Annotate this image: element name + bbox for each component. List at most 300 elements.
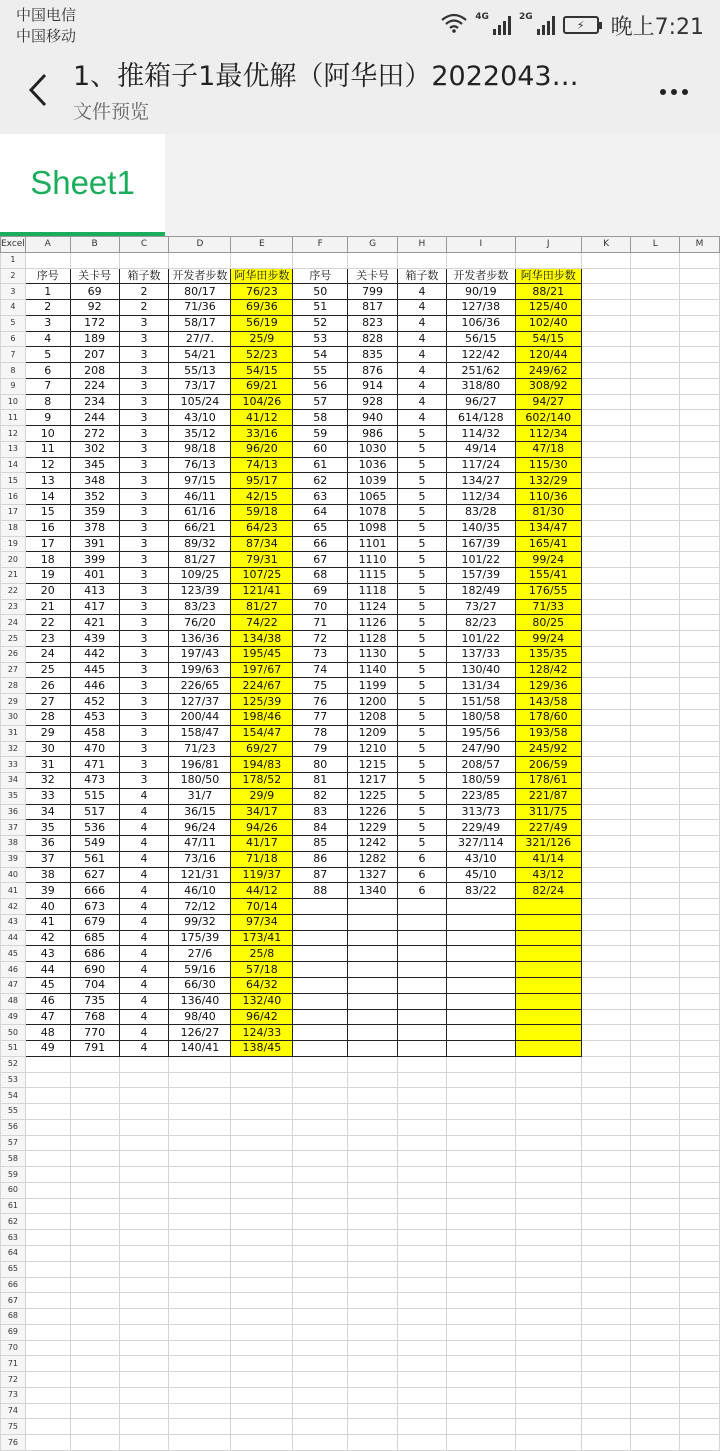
empty-cell[interactable]	[631, 457, 680, 473]
empty-cell[interactable]	[25, 1356, 70, 1372]
empty-cell[interactable]	[581, 1151, 631, 1167]
data-cell[interactable]: 54/21	[169, 347, 231, 363]
data-cell[interactable]	[348, 930, 398, 946]
row-number[interactable]: 35	[1, 788, 26, 804]
data-cell[interactable]: 140/41	[169, 1041, 231, 1057]
row-number[interactable]: 6	[1, 331, 26, 347]
empty-cell[interactable]	[581, 315, 631, 331]
empty-cell[interactable]	[398, 1151, 447, 1167]
data-cell[interactable]: 180/50	[169, 773, 231, 789]
spreadsheet-view[interactable]	[0, 236, 720, 1447]
data-cell[interactable]: 4	[398, 300, 447, 316]
empty-cell[interactable]	[631, 836, 680, 852]
data-cell[interactable]: 87/34	[231, 536, 293, 552]
empty-cell[interactable]	[581, 1309, 631, 1325]
empty-cell[interactable]	[631, 1135, 680, 1151]
data-cell[interactable]: 125/40	[515, 300, 581, 316]
data-cell[interactable]: 69/27	[231, 741, 293, 757]
data-cell[interactable]: 4	[398, 331, 447, 347]
empty-cell[interactable]	[680, 1072, 720, 1088]
data-cell[interactable]: 121/31	[169, 867, 231, 883]
empty-cell[interactable]	[169, 1261, 231, 1277]
empty-cell[interactable]	[680, 473, 720, 489]
empty-cell[interactable]	[119, 1324, 169, 1340]
empty-cell[interactable]	[680, 883, 720, 899]
data-cell[interactable]: 196/81	[169, 757, 231, 773]
empty-cell[interactable]	[680, 615, 720, 631]
data-cell[interactable]: 1215	[348, 757, 398, 773]
empty-cell[interactable]	[680, 268, 720, 284]
column-letter[interactable]: G	[348, 237, 398, 253]
data-cell[interactable]: 515	[70, 788, 119, 804]
empty-cell[interactable]	[515, 1340, 581, 1356]
row-number[interactable]: 17	[1, 505, 26, 521]
empty-cell[interactable]	[581, 977, 631, 993]
empty-cell[interactable]	[581, 1419, 631, 1435]
empty-cell[interactable]	[515, 1088, 581, 1104]
row-number[interactable]: 4	[1, 300, 26, 316]
data-cell[interactable]: 3	[119, 568, 169, 584]
empty-cell[interactable]	[581, 1340, 631, 1356]
empty-cell[interactable]	[119, 1419, 169, 1435]
data-cell[interactable]: 28	[25, 709, 70, 725]
empty-cell[interactable]	[25, 1372, 70, 1388]
empty-cell[interactable]	[680, 1151, 720, 1167]
empty-cell[interactable]	[25, 1072, 70, 1088]
empty-cell[interactable]	[70, 1293, 119, 1309]
row-number[interactable]: 12	[1, 426, 26, 442]
row-number[interactable]: 19	[1, 536, 26, 552]
data-cell[interactable]: 34/17	[231, 804, 293, 820]
data-cell[interactable]: 136/36	[169, 631, 231, 647]
data-cell[interactable]	[398, 993, 447, 1009]
empty-cell[interactable]	[680, 867, 720, 883]
data-cell[interactable]: 4	[119, 977, 169, 993]
data-cell[interactable]: 84	[293, 820, 348, 836]
data-cell[interactable]: 121/41	[231, 583, 293, 599]
empty-cell[interactable]	[398, 1261, 447, 1277]
empty-cell[interactable]	[631, 410, 680, 426]
data-cell[interactable]: 229/49	[446, 820, 515, 836]
empty-cell[interactable]	[680, 1025, 720, 1041]
data-cell[interactable]: 6	[398, 851, 447, 867]
data-cell[interactable]: 143/58	[515, 694, 581, 710]
row-number[interactable]: 30	[1, 709, 26, 725]
empty-cell[interactable]	[119, 1135, 169, 1151]
data-cell[interactable]: 194/83	[231, 757, 293, 773]
data-cell[interactable]: 197/43	[169, 646, 231, 662]
data-cell[interactable]: 157/39	[446, 568, 515, 584]
empty-cell[interactable]	[680, 363, 720, 379]
data-cell[interactable]: 85	[293, 836, 348, 852]
empty-cell[interactable]	[398, 1056, 447, 1072]
empty-cell[interactable]	[680, 300, 720, 316]
empty-cell[interactable]	[581, 709, 631, 725]
empty-cell[interactable]	[446, 1419, 515, 1435]
data-cell[interactable]: 182/49	[446, 583, 515, 599]
empty-cell[interactable]	[446, 1372, 515, 1388]
data-cell[interactable]: 1126	[348, 615, 398, 631]
empty-cell[interactable]	[231, 1135, 293, 1151]
data-cell[interactable]: 1209	[348, 725, 398, 741]
data-cell[interactable]: 345	[70, 457, 119, 473]
data-cell[interactable]: 70	[293, 599, 348, 615]
empty-cell[interactable]	[631, 1356, 680, 1372]
empty-cell[interactable]	[631, 1151, 680, 1167]
row-number[interactable]: 49	[1, 1009, 26, 1025]
data-cell[interactable]	[293, 1041, 348, 1057]
row-number[interactable]: 51	[1, 1041, 26, 1057]
empty-cell[interactable]	[631, 284, 680, 300]
data-cell[interactable]: 61	[293, 457, 348, 473]
data-cell[interactable]: 33	[25, 788, 70, 804]
empty-cell[interactable]	[446, 1151, 515, 1167]
data-cell[interactable]: 4	[119, 788, 169, 804]
data-cell[interactable]: 208	[70, 363, 119, 379]
empty-cell[interactable]	[70, 1387, 119, 1403]
data-cell[interactable]: 35/12	[169, 426, 231, 442]
data-cell[interactable]: 173/41	[231, 930, 293, 946]
empty-cell[interactable]	[70, 1340, 119, 1356]
empty-cell[interactable]	[398, 1387, 447, 1403]
data-cell[interactable]: 914	[348, 378, 398, 394]
data-cell[interactable]: 421	[70, 615, 119, 631]
data-cell[interactable]: 54/15	[231, 363, 293, 379]
data-cell[interactable]: 67	[293, 552, 348, 568]
data-cell[interactable]: 71/18	[231, 851, 293, 867]
empty-cell[interactable]	[631, 741, 680, 757]
empty-cell[interactable]	[581, 678, 631, 694]
data-cell[interactable]: 401	[70, 568, 119, 584]
empty-cell[interactable]	[398, 1072, 447, 1088]
row-number[interactable]: 42	[1, 899, 26, 915]
row-number[interactable]: 58	[1, 1151, 26, 1167]
data-cell[interactable]: 89/32	[169, 536, 231, 552]
empty-cell[interactable]	[581, 914, 631, 930]
data-cell[interactable]: 64	[293, 505, 348, 521]
empty-cell[interactable]	[25, 1419, 70, 1435]
empty-cell[interactable]	[581, 851, 631, 867]
data-cell[interactable]: 41/17	[231, 836, 293, 852]
data-cell[interactable]: 3	[119, 599, 169, 615]
empty-cell[interactable]	[631, 678, 680, 694]
empty-cell[interactable]	[25, 1151, 70, 1167]
data-cell[interactable]: 96/20	[231, 441, 293, 457]
empty-cell[interactable]	[293, 252, 348, 268]
empty-cell[interactable]	[293, 1403, 348, 1419]
empty-cell[interactable]	[169, 1419, 231, 1435]
empty-cell[interactable]	[169, 1151, 231, 1167]
data-cell[interactable]: 3	[119, 520, 169, 536]
data-cell[interactable]: 46/10	[169, 883, 231, 899]
data-cell[interactable]: 686	[70, 946, 119, 962]
row-number[interactable]: 48	[1, 993, 26, 1009]
empty-cell[interactable]	[70, 1435, 119, 1451]
empty-cell[interactable]	[515, 1230, 581, 1246]
data-cell[interactable]: 195/45	[231, 646, 293, 662]
empty-cell[interactable]	[231, 1182, 293, 1198]
data-cell[interactable]: 3	[119, 741, 169, 757]
data-cell[interactable]: 1130	[348, 646, 398, 662]
empty-cell[interactable]	[515, 1419, 581, 1435]
data-cell[interactable]: 122/42	[446, 347, 515, 363]
empty-cell[interactable]	[680, 851, 720, 867]
empty-cell[interactable]	[446, 1056, 515, 1072]
empty-cell[interactable]	[631, 1088, 680, 1104]
data-cell[interactable]: 86	[293, 851, 348, 867]
empty-cell[interactable]	[348, 1403, 398, 1419]
data-cell[interactable]	[446, 914, 515, 930]
data-cell[interactable]: 73	[293, 646, 348, 662]
row-number[interactable]: 34	[1, 773, 26, 789]
row-number[interactable]: 3	[1, 284, 26, 300]
column-letter[interactable]: E	[231, 237, 293, 253]
empty-cell[interactable]	[680, 1309, 720, 1325]
data-cell[interactable]: 25	[25, 662, 70, 678]
data-cell[interactable]	[515, 914, 581, 930]
empty-cell[interactable]	[680, 757, 720, 773]
data-cell[interactable]: 9	[25, 410, 70, 426]
empty-cell[interactable]	[631, 725, 680, 741]
data-cell[interactable]: 54	[293, 347, 348, 363]
empty-cell[interactable]	[398, 1104, 447, 1120]
data-cell[interactable]: 109/25	[169, 568, 231, 584]
data-cell[interactable]: 446	[70, 678, 119, 694]
data-cell[interactable]: 399	[70, 552, 119, 568]
data-cell[interactable]: 79/31	[231, 552, 293, 568]
row-number[interactable]: 36	[1, 804, 26, 820]
empty-cell[interactable]	[581, 394, 631, 410]
data-cell[interactable]: 47/18	[515, 441, 581, 457]
data-cell[interactable]: 4	[119, 914, 169, 930]
data-cell[interactable]: 234	[70, 394, 119, 410]
row-number[interactable]: 72	[1, 1372, 26, 1388]
empty-cell[interactable]	[680, 930, 720, 946]
empty-cell[interactable]	[169, 1435, 231, 1451]
empty-cell[interactable]	[515, 1214, 581, 1230]
row-number[interactable]: 27	[1, 662, 26, 678]
empty-cell[interactable]	[581, 347, 631, 363]
data-cell[interactable]: 45	[25, 977, 70, 993]
empty-cell[interactable]	[680, 1198, 720, 1214]
data-cell[interactable]: 4	[119, 883, 169, 899]
empty-cell[interactable]	[348, 1372, 398, 1388]
empty-cell[interactable]	[119, 1261, 169, 1277]
data-cell[interactable]: 72	[293, 631, 348, 647]
empty-cell[interactable]	[631, 1167, 680, 1183]
data-cell[interactable]: 5	[398, 473, 447, 489]
row-number[interactable]: 65	[1, 1261, 26, 1277]
data-cell[interactable]: 81/27	[169, 552, 231, 568]
empty-cell[interactable]	[581, 788, 631, 804]
data-cell[interactable]: 41/12	[231, 410, 293, 426]
data-cell[interactable]: 14	[25, 489, 70, 505]
data-cell[interactable]	[293, 1009, 348, 1025]
data-cell[interactable]: 114/32	[446, 426, 515, 442]
data-cell[interactable]: 64/32	[231, 977, 293, 993]
data-cell[interactable]: 200/44	[169, 709, 231, 725]
empty-cell[interactable]	[348, 1151, 398, 1167]
empty-cell[interactable]	[25, 1056, 70, 1072]
data-cell[interactable]: 5	[398, 615, 447, 631]
empty-cell[interactable]	[581, 1025, 631, 1041]
empty-cell[interactable]	[231, 1167, 293, 1183]
data-cell[interactable]	[446, 899, 515, 915]
empty-cell[interactable]	[25, 1324, 70, 1340]
empty-cell[interactable]	[680, 252, 720, 268]
data-cell[interactable]: 94/27	[515, 394, 581, 410]
empty-cell[interactable]	[70, 1277, 119, 1293]
data-cell[interactable]: 5	[398, 788, 447, 804]
data-cell[interactable]: 125/39	[231, 694, 293, 710]
empty-cell[interactable]	[446, 1246, 515, 1262]
empty-cell[interactable]	[231, 1056, 293, 1072]
empty-cell[interactable]	[231, 1104, 293, 1120]
data-cell[interactable]: 107/25	[231, 568, 293, 584]
empty-cell[interactable]	[581, 426, 631, 442]
empty-cell[interactable]	[631, 252, 680, 268]
empty-cell[interactable]	[581, 962, 631, 978]
empty-cell[interactable]	[25, 1167, 70, 1183]
data-cell[interactable]: 73/16	[169, 851, 231, 867]
data-cell[interactable]: 39	[25, 883, 70, 899]
data-cell[interactable]: 158/47	[169, 725, 231, 741]
empty-cell[interactable]	[515, 1198, 581, 1214]
data-cell[interactable]	[398, 946, 447, 962]
data-cell[interactable]: 4	[119, 836, 169, 852]
empty-cell[interactable]	[348, 1230, 398, 1246]
empty-cell[interactable]	[680, 1088, 720, 1104]
data-cell[interactable]: 83/23	[169, 599, 231, 615]
empty-cell[interactable]	[680, 788, 720, 804]
empty-cell[interactable]	[680, 583, 720, 599]
data-cell[interactable]: 36/15	[169, 804, 231, 820]
empty-cell[interactable]	[293, 1246, 348, 1262]
data-cell[interactable]: 112/34	[446, 489, 515, 505]
empty-cell[interactable]	[70, 1088, 119, 1104]
empty-cell[interactable]	[293, 1230, 348, 1246]
column-letter[interactable]: F	[293, 237, 348, 253]
data-cell[interactable]: 1229	[348, 820, 398, 836]
empty-cell[interactable]	[169, 1340, 231, 1356]
row-number[interactable]: 50	[1, 1025, 26, 1041]
empty-cell[interactable]	[581, 694, 631, 710]
empty-cell[interactable]	[515, 1104, 581, 1120]
empty-cell[interactable]	[169, 1198, 231, 1214]
data-cell[interactable]: 55/13	[169, 363, 231, 379]
column-letter[interactable]: A	[25, 237, 70, 253]
empty-cell[interactable]	[169, 1324, 231, 1340]
empty-cell[interactable]	[680, 646, 720, 662]
data-cell[interactable]: 130/40	[446, 662, 515, 678]
data-cell[interactable]: 126/27	[169, 1025, 231, 1041]
data-cell[interactable]: 56/15	[446, 331, 515, 347]
data-cell[interactable]: 98/18	[169, 441, 231, 457]
row-number[interactable]: 64	[1, 1246, 26, 1262]
header-cell[interactable]: 序号	[25, 268, 70, 284]
empty-cell[interactable]	[515, 1246, 581, 1262]
data-cell[interactable]: 120/44	[515, 347, 581, 363]
data-cell[interactable]: 1242	[348, 836, 398, 852]
empty-cell[interactable]	[70, 1419, 119, 1435]
empty-cell[interactable]	[119, 1119, 169, 1135]
empty-cell[interactable]	[348, 1167, 398, 1183]
data-cell[interactable]: 986	[348, 426, 398, 442]
data-cell[interactable]: 2	[25, 300, 70, 316]
data-cell[interactable]: 178/61	[515, 773, 581, 789]
empty-cell[interactable]	[119, 1072, 169, 1088]
data-cell[interactable]: 77	[293, 709, 348, 725]
empty-cell[interactable]	[231, 1230, 293, 1246]
empty-cell[interactable]	[515, 1372, 581, 1388]
data-cell[interactable]: 66/30	[169, 977, 231, 993]
empty-cell[interactable]	[293, 1072, 348, 1088]
empty-cell[interactable]	[70, 1403, 119, 1419]
empty-cell[interactable]	[581, 1104, 631, 1120]
row-number[interactable]: 1	[1, 252, 26, 268]
empty-cell[interactable]	[680, 347, 720, 363]
data-cell[interactable]: 417	[70, 599, 119, 615]
row-number[interactable]: 69	[1, 1324, 26, 1340]
empty-cell[interactable]	[169, 1403, 231, 1419]
empty-cell[interactable]	[631, 1372, 680, 1388]
empty-cell[interactable]	[581, 457, 631, 473]
data-cell[interactable]: 1036	[348, 457, 398, 473]
data-cell[interactable]: 71	[293, 615, 348, 631]
row-number[interactable]: 52	[1, 1056, 26, 1072]
empty-cell[interactable]	[348, 1198, 398, 1214]
empty-cell[interactable]	[581, 1356, 631, 1372]
row-number[interactable]: 71	[1, 1356, 26, 1372]
data-cell[interactable]: 71/23	[169, 741, 231, 757]
header-cell[interactable]: 阿华田步数	[515, 268, 581, 284]
empty-cell[interactable]	[631, 363, 680, 379]
data-cell[interactable]: 29	[25, 725, 70, 741]
empty-cell[interactable]	[293, 1261, 348, 1277]
empty-cell[interactable]	[398, 1309, 447, 1325]
data-cell[interactable]: 1	[25, 284, 70, 300]
empty-cell[interactable]	[25, 1135, 70, 1151]
empty-cell[interactable]	[631, 394, 680, 410]
data-cell[interactable]: 5	[398, 426, 447, 442]
empty-cell[interactable]	[581, 820, 631, 836]
empty-cell[interactable]	[581, 1072, 631, 1088]
empty-cell[interactable]	[231, 1119, 293, 1135]
empty-cell[interactable]	[231, 1356, 293, 1372]
data-cell[interactable]	[398, 899, 447, 915]
empty-cell[interactable]	[631, 1419, 680, 1435]
empty-cell[interactable]	[515, 1309, 581, 1325]
data-cell[interactable]	[348, 946, 398, 962]
data-cell[interactable]: 135/35	[515, 646, 581, 662]
data-cell[interactable]: 679	[70, 914, 119, 930]
data-cell[interactable]: 3	[119, 552, 169, 568]
data-cell[interactable]: 90/19	[446, 284, 515, 300]
data-cell[interactable]: 3	[119, 426, 169, 442]
data-cell[interactable]	[398, 1041, 447, 1057]
header-cell[interactable]: 关卡号	[348, 268, 398, 284]
data-cell[interactable]: 685	[70, 930, 119, 946]
empty-cell[interactable]	[581, 867, 631, 883]
empty-cell[interactable]	[446, 1435, 515, 1451]
data-cell[interactable]: 20	[25, 583, 70, 599]
data-cell[interactable]: 22	[25, 615, 70, 631]
data-cell[interactable]: 1098	[348, 520, 398, 536]
empty-cell[interactable]	[231, 1435, 293, 1451]
empty-cell[interactable]	[581, 804, 631, 820]
data-cell[interactable]: 165/41	[515, 536, 581, 552]
data-cell[interactable]: 21	[25, 599, 70, 615]
